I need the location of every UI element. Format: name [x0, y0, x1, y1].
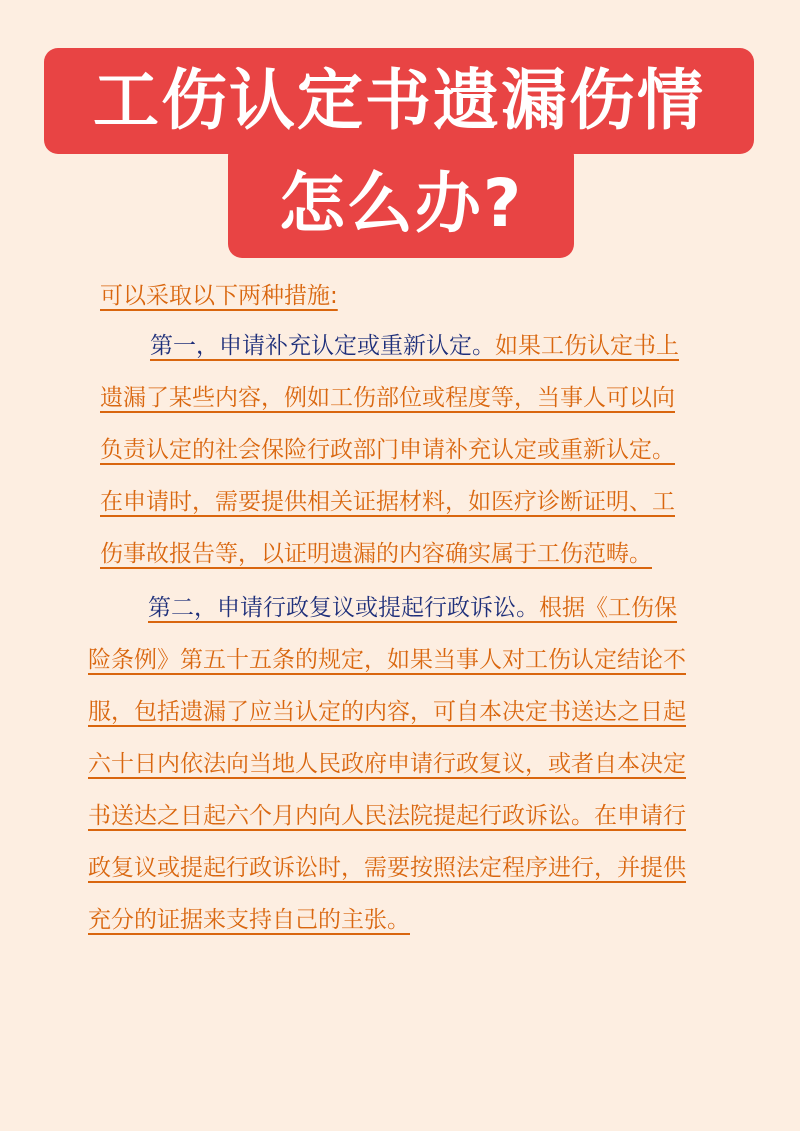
paragraph-2-line-1-text: 根据《工伤保 — [539, 595, 677, 621]
title-line-1: 工伤认定书遗漏伤情 — [44, 48, 754, 154]
paragraph-2-line-5: 书送达之日起六个月内向人民法院提起行政诉讼。在申请行 — [88, 803, 686, 829]
paragraph-2-line-3: 服，包括遗漏了应当认定的内容，可自本决定书送达之日起 — [88, 699, 686, 725]
paragraph-1-line-2: 遗漏了某些内容，例如工伤部位或程度等，当事人可以向 — [100, 385, 675, 411]
paragraph-2-line-2: 险条例》第五十五条的规定，如果当事人对工伤认定结论不 — [88, 647, 686, 673]
paragraph-1-line-1-text: 如果工伤认定书上 — [495, 333, 679, 359]
paragraph-1-line-5: 伤事故报告等，以证明遗漏的内容确实属于工伤范畴。 — [100, 541, 652, 567]
title-line-2: 怎么办? — [228, 142, 574, 258]
paragraph-2-lead: 第二，申请行政复议或提起行政诉讼。 — [148, 595, 539, 621]
intro-text: 可以采取以下两种措施: — [100, 283, 338, 309]
paragraph-2-line-7: 充分的证据来支持自己的主张。 — [88, 907, 410, 933]
paragraph-2-line-4: 六十日内依法向当地人民政府申请行政复议，或者自本决定 — [88, 751, 686, 777]
paragraph-1-line-3: 负责认定的社会保险行政部门申请补充认定或重新认定。 — [100, 437, 675, 463]
paragraph-1-line-1 — [150, 331, 679, 361]
paragraph-1-line-4: 在申请时，需要提供相关证据材料，如医疗诊断证明、工 — [100, 489, 675, 515]
paragraph-2-line-1 — [148, 593, 677, 623]
paragraph-1-lead: 第一，申请补充认定或重新认定。 — [150, 333, 495, 359]
paragraph-2-line-6: 政复议或提起行政诉讼时，需要按照法定程序进行，并提供 — [88, 855, 686, 881]
